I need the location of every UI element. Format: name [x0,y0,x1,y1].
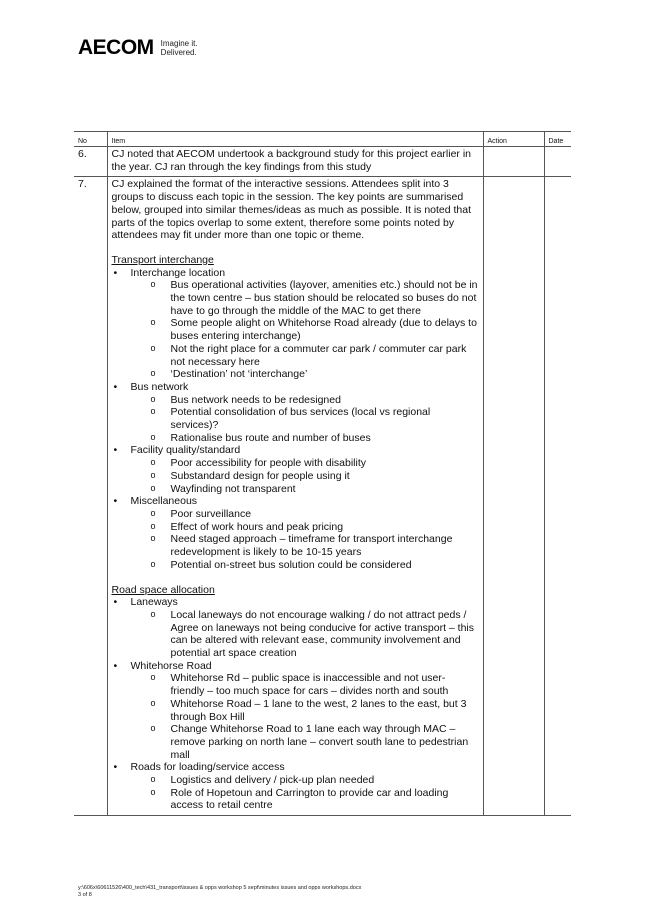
list-item: o Logistics and delivery / pick-up plan needed [131,774,479,787]
topic-item [112,660,479,762]
list-item: o Rationalise bus route and number of buses [131,432,479,445]
item-intro: CJ explained the format of the interactive sessions. Attendees split into 3 groups to discuss each topic in the session. The key points are summarised below, grouped into similar themes/ideas as much as possible. It is noted that parts of the topics overlap to some extent, therefore some points noted by attendees may fit under more than one topic or theme. [111,178,472,242]
table-row [74,177,571,816]
point-list [131,508,479,572]
section-heading: Road space allocation [111,583,215,596]
list-item: o Whitehorse Rd – public space is inaccessible and not user-friendly – too much space for cars – divides north and south [131,672,479,697]
topic-item [112,761,479,812]
table-header-row [74,132,571,147]
topic-item [112,596,479,660]
topic-list [112,267,479,572]
logo-tagline: Imagine it. Delivered. [160,39,198,57]
topic-label: Interchange location [130,266,226,279]
point-list [131,774,479,812]
row-item-content [107,177,483,816]
list-item: o ‘Destination’ not ‘interchange’ [131,368,479,381]
list-item: o Change Whitehorse Road to 1 lane each way through MAC – remove parking on north lane – convert south lane to pedestrian mall [131,723,479,761]
topic-item [112,381,479,445]
topic-label: Bus network [130,380,189,393]
item-sections [112,254,479,812]
topic-label: Miscellaneous [130,495,198,508]
logo-wordmark: AECOM [78,36,154,59]
point-list [131,672,479,761]
row-action-cell [483,147,544,177]
point-list [131,394,479,445]
aecom-logo [78,36,198,60]
header-action: Action [483,132,544,147]
topic-item [112,267,479,381]
list-item: o Bus operational activities (layover, amenities etc.) should not be in the town centre – bus station should be relocated so buses do not have to go through the middle of the MAC to get there [131,279,479,317]
table-row [74,147,571,177]
topic-label: Laneways [130,596,178,609]
point-list [131,457,479,495]
list-item: o Not the right place for a commuter car park / commuter car park not necessary here [131,343,479,368]
row-date-cell [544,147,571,177]
row-number: 7. [74,177,107,816]
minutes-table [74,131,571,816]
row-date-cell [544,177,571,816]
topic-item [112,495,479,571]
list-item: o Bus network needs to be redesigned [131,394,479,407]
point-list [131,609,479,660]
row-number: 6. [74,147,107,177]
list-item: o Poor accessibility for people with disability [131,457,479,470]
row-item-text: CJ noted that AECOM undertook a background study for this project earlier in the year. CJ ran through the key findings from this study [107,147,483,177]
footer-page-number: 3 of 8 [78,892,92,898]
topic-label: Whitehorse Road [130,659,212,672]
footer-file-path: y:\606x\60611526\400_tech\431_transport\issues & opps workshop 5 sept\minutes issues and opps workshops.docx [78,885,362,891]
list-item: o Local laneways do not encourage walking / do not attract peds / Agree on laneways not being conducive for active transport – this can be altered with relevant ease, community involvement and potential art space creation [131,609,479,660]
topic-list [112,596,479,812]
list-item: o Need staged approach – timeframe for transport interchange redevelopment is likely to be 10-15 years [131,533,479,558]
header-date: Date [544,132,571,147]
list-item: o Wayfinding not transparent [131,483,479,496]
topic-label: Roads for loading/service access [130,761,285,774]
list-item: o Poor surveillance [131,508,479,521]
header-no: No [74,132,107,147]
list-item: o Role of Hopetoun and Carrington to provide car and loading access to retail centre [131,787,479,812]
list-item: o Whitehorse Road – 1 lane to the west, 2 lanes to the east, but 3 through Box Hill [131,698,479,723]
header-item: Item [107,132,483,147]
list-item: o Effect of work hours and peak pricing [131,521,479,534]
list-item: o Substandard design for people using it [131,470,479,483]
page-footer [78,885,361,899]
list-item: o Potential on-street bus solution could be considered [131,559,479,572]
section-heading: Transport interchange [111,253,214,266]
point-list [131,279,479,381]
topic-item [112,444,479,495]
list-item: o Potential consolidation of bus services (local vs regional services)? [131,406,479,431]
list-item: o Some people alight on Whitehorse Road already (due to delays to buses entering interchange) [131,317,479,342]
topic-label: Facility quality/standard [130,444,241,457]
row-action-cell [483,177,544,816]
